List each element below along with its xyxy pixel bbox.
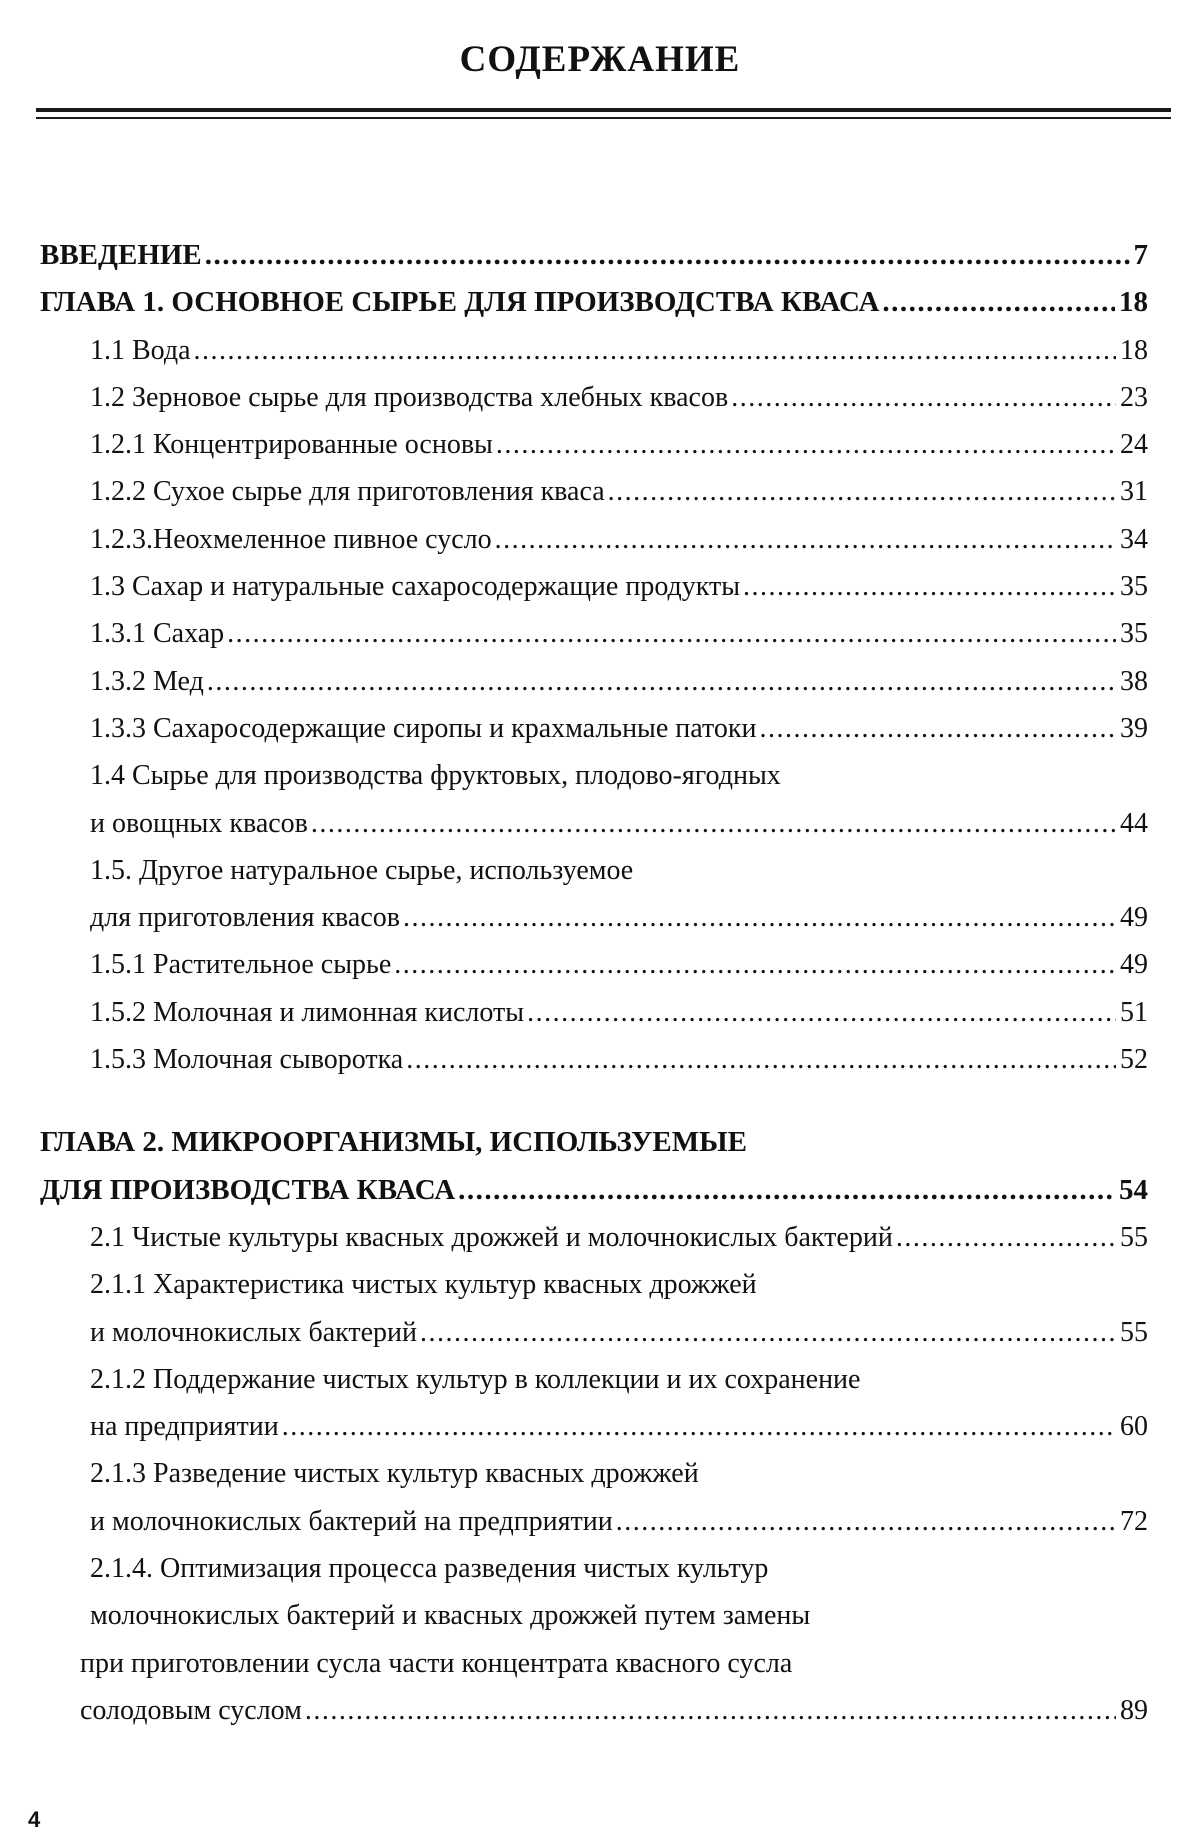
toc-entry-title: 2.1 Чистые культуры квасных дрожжей и молочнокислых бактерий [90,1221,893,1253]
toc-entry-title: для приготовления квасов [90,902,400,934]
toc-entry [40,1545,1148,1592]
toc-entry-title: ГЛАВА 1. ОСНОВНОЕ СЫРЬЕ ДЛЯ ПРОИЗВОДСТВА КВАСА [40,286,880,319]
toc-entry-title: 1.4 Сырье для производства фруктовых, плодово-ягодных [90,760,781,792]
toc-entry-title: ГЛАВА 2. МИКРООРГАНИЗМЫ, ИСПОЛЬЗУЕМЫЕ [40,1126,747,1159]
dot-leader [406,1036,1116,1083]
toc-entry [40,1498,1148,1545]
toc-page-number: 44 [1120,807,1148,839]
toc-entry-title: 1.2.1 Концентрированные основы [90,429,493,461]
toc-page-number: 51 [1120,996,1148,1028]
toc-entry-title: при приготовлении сусла части концентрата квасного сусла [80,1647,793,1679]
toc-entry [40,705,1148,752]
toc-entry [40,1167,1148,1214]
toc-page-number: 55 [1120,1221,1148,1253]
toc-entry [40,1119,1148,1166]
dot-leader [207,658,1116,705]
toc-entry-title: ВВЕДЕНИЕ [40,239,202,271]
dot-leader [282,1403,1116,1450]
dot-leader [194,327,1116,374]
toc-entry [40,279,1148,326]
dot-leader [882,279,1115,326]
toc-entry-title: и овощных квасов [90,807,308,839]
toc-entry [40,941,1148,988]
toc-page-number: 39 [1120,712,1148,744]
toc-page-number: 52 [1120,1044,1148,1076]
dot-leader [527,989,1116,1036]
toc-entry-title: 1.3.2 Мед [90,665,204,697]
toc-entry-title: молочнокислых бактерий и квасных дрожжей путем замены [90,1600,811,1632]
toc-entry-title: 1.2.3.Неохмеленное пивное сусло [90,523,492,555]
dot-leader [496,421,1116,468]
toc-page-number: 35 [1120,571,1148,603]
title-rule-thin [36,117,1171,119]
dot-leader [616,1498,1116,1545]
toc-page-number: 23 [1120,381,1148,413]
toc-page-number: 49 [1120,949,1148,981]
dot-leader [205,232,1130,279]
toc-entry [40,1036,1148,1083]
toc-page-number: 24 [1120,429,1148,461]
toc-entry [40,1450,1148,1497]
toc-entry-title: и молочнокислых бактерий на предприятии [90,1505,613,1537]
toc-entry [40,800,1148,847]
toc-entry-title: 1.2 Зерновое сырье для производства хлебных квасов [90,381,729,413]
toc-entry [40,468,1148,515]
toc-entry [40,1640,1148,1687]
toc-page-number: 34 [1120,523,1148,555]
dot-leader [227,610,1116,657]
toc-page-number: 89 [1120,1694,1148,1726]
dot-leader [305,1687,1116,1734]
toc-page-number: 38 [1120,665,1148,697]
dot-leader [311,800,1116,847]
toc-entry [40,516,1148,563]
toc-page-number: 54 [1119,1173,1148,1206]
toc-entry-title: 1.2.2 Сухое сырье для приготовления кваса [90,476,605,508]
toc-entry [40,563,1148,610]
toc-entry [40,374,1148,421]
toc-page-number: 49 [1120,902,1148,934]
toc-entry [40,1356,1148,1403]
toc-entry [40,610,1148,657]
toc-entry [40,327,1148,374]
toc-entry-title: 2.1.3 Разведение чистых культур квасных дрожжей [90,1458,699,1490]
toc-entry [40,658,1148,705]
toc-entry-title: 1.3.3 Сахаросодержащие сиропы и крахмальные патоки [90,712,757,744]
toc-entry [40,989,1148,1036]
dot-leader [420,1309,1116,1356]
dot-leader [403,894,1116,941]
page-number: 4 [28,1807,41,1832]
dot-leader [896,1214,1116,1261]
toc-entry-title: 1.5.3 Молочная сыворотка [90,1044,404,1076]
toc-entry-title: 2.1.1 Характеристика чистых культур квасных дрожжей [90,1269,757,1301]
toc-page-number: 7 [1133,239,1148,271]
toc-entry [40,421,1148,468]
toc-entry-title: солодовым суслом [80,1694,302,1726]
toc-entry-title: 1.1 Вода [90,334,191,366]
toc-entry-title: 1.5.1 Растительное сырье [90,949,392,981]
page-title: СОДЕРЖАНИЕ [459,39,741,80]
toc-entry [40,1687,1148,1734]
toc-page-number: 35 [1120,618,1148,650]
toc-entry-title: ДЛЯ ПРОИЗВОДСТВА КВАСА [40,1173,456,1206]
table-of-contents [40,232,1148,1734]
toc-entry-title: на предприятии [90,1411,279,1443]
dot-leader [495,516,1116,563]
toc-entry [40,1592,1148,1639]
toc-page-number: 18 [1120,334,1148,366]
dot-leader [759,705,1116,752]
toc-entry-title: 1.5. Другое натуральное сырье, используемое [90,854,634,886]
dot-leader [394,941,1116,988]
toc-entry [40,1214,1148,1261]
toc-entry-title: 2.1.2 Поддержание чистых культур в коллекции и их сохранение [90,1363,861,1395]
toc-page-number: 18 [1119,286,1148,319]
dot-leader [608,468,1116,515]
toc-entry [40,1403,1148,1450]
toc-entry [40,232,1148,279]
toc-entry-title: 1.3 Сахар и натуральные сахаросодержащие продукты [90,571,741,603]
dot-leader [743,563,1116,610]
toc-entry-title: и молочнокислых бактерий [90,1316,417,1348]
dot-leader [731,374,1116,421]
toc-page-number: 60 [1120,1411,1148,1443]
title-rule-thick [36,108,1171,112]
toc-page-number: 55 [1120,1316,1148,1348]
toc-entry [40,894,1148,941]
toc-entry-title: 1.5.2 Молочная и лимонная кислоты [90,996,525,1028]
toc-entry [40,1309,1148,1356]
toc-entry-title: 1.3.1 Сахар [90,618,225,650]
toc-page-number: 72 [1120,1505,1148,1537]
dot-leader [458,1167,1115,1214]
toc-entry-title: 2.1.4. Оптимизация процесса разведения чистых культур [90,1553,769,1585]
toc-entry [40,752,1148,799]
toc-entry [40,847,1148,894]
toc-entry [40,1261,1148,1308]
toc-page-number: 31 [1120,476,1148,508]
